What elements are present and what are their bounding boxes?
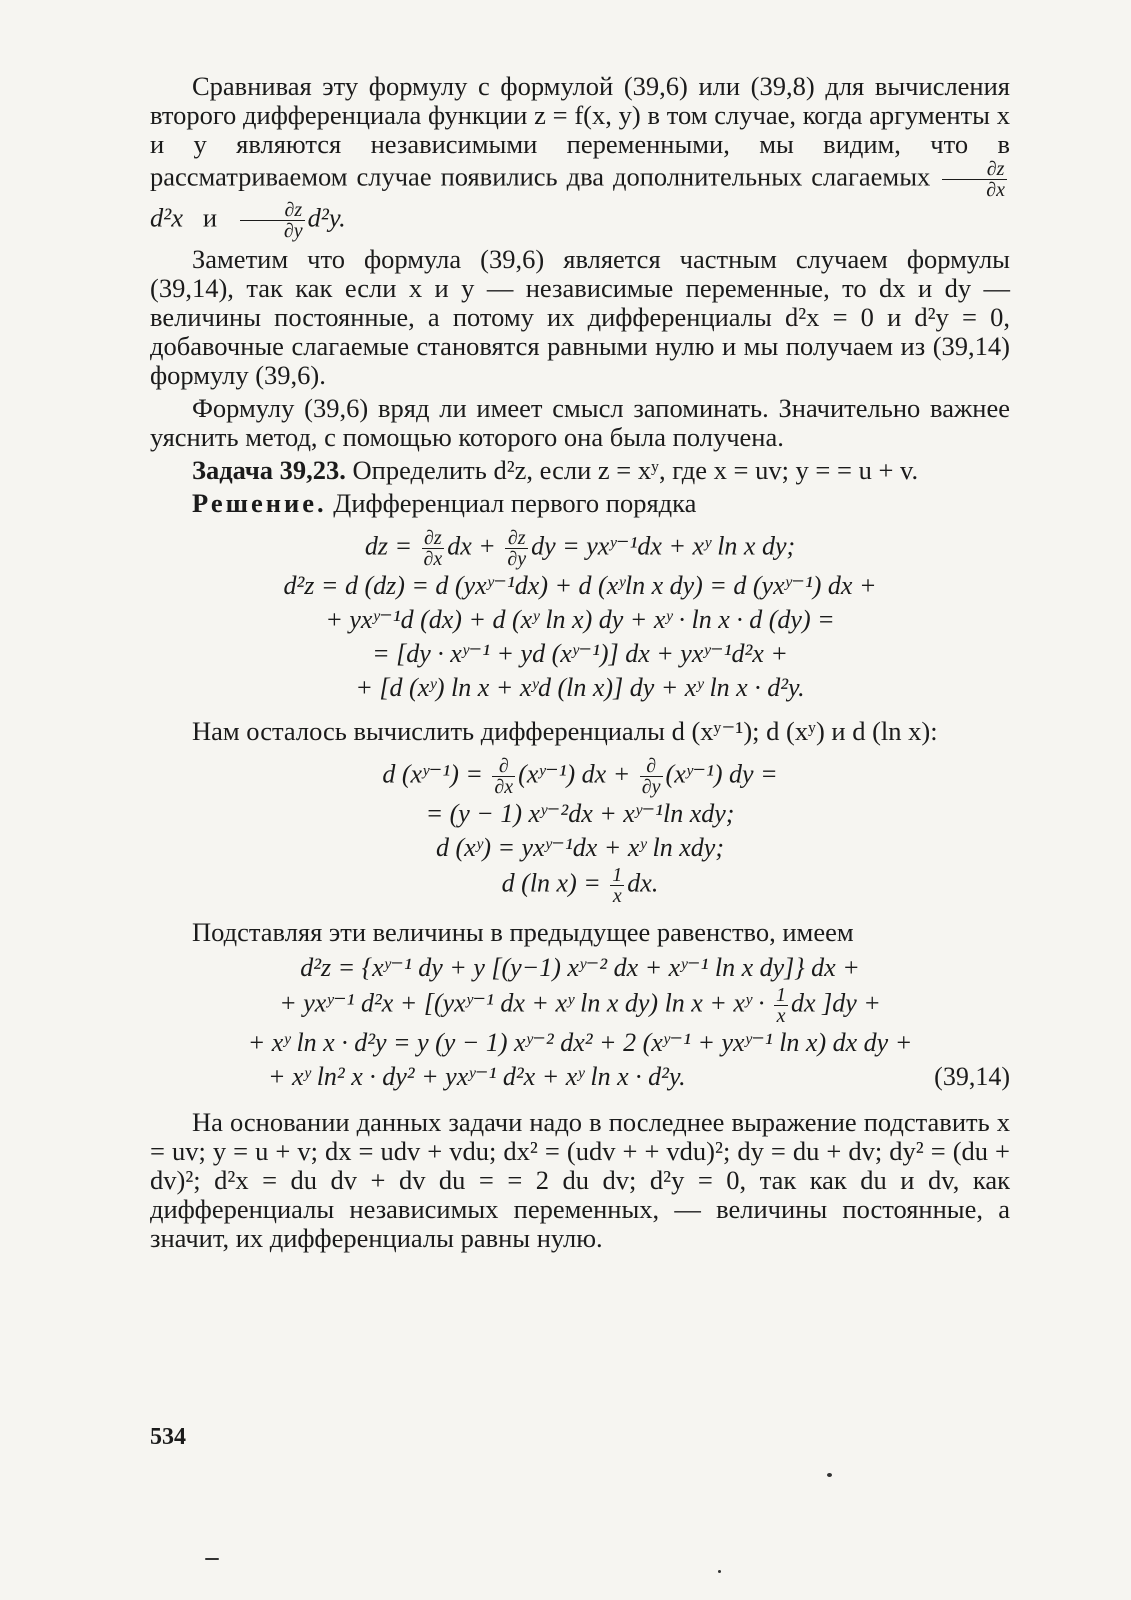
equation-d2z-line-1: d²z = d (dz) = d (yxʸ⁻¹dx) + d (xʸln x dy) = d (yxʸ⁻¹) dx + [283,571,877,600]
equation-final-line-4: + xʸ ln² x · dy² + yxʸ⁻¹ d²x + xʸ ln x · d²y. (39,14) [150,1060,1010,1094]
task-statement [150,456,1010,485]
fraction-dz-dy: $\frac{\partial z}{\partial y}$ [507,527,527,570]
term-d2y: d²y. [307,202,346,233]
fraction-dz-dx: $\frac{\partial z}{\partial x}$ [942,159,1007,200]
paragraph-3: Формулу (39,6) вряд ли имеет смысл запоминать. Значительно важнее уяснить метод, с помощью которого она была получена. [150,393,1010,452]
equation-d2z-line-3: = [dy · xʸ⁻¹ + yd (xʸ⁻¹)] dx + yxʸ⁻¹d²x + [372,639,788,668]
equation-d-xy1-line-2: = (y − 1) xʸ⁻²dx + xʸ⁻¹ln xdy; [425,799,735,828]
equation-d-lnx: d (ln x) = $\frac{1}{x}$ dx. [501,864,659,907]
print-speck [827,1473,832,1477]
print-speck [205,1558,219,1560]
term-d2x: d²x [150,202,183,233]
equation-final-line-3: + xʸ ln x · d²y = y (y − 1) xʸ⁻² dx² + 2 (xʸ⁻¹ + yxʸ⁻¹ ln x) dx dy + [247,1028,913,1057]
equation-d2z-line-2: + yxʸ⁻¹d (dx) + d (xʸ ln x) dy + xʸ · ln x · d (dy) = [325,605,835,634]
fraction-1-x: $\frac{1}{x}$ [776,984,787,1027]
equation-final-line-2: + yxʸ⁻¹ d²x + [(yxʸ⁻¹ dx + xʸ ln x dy) ln x + xʸ · $\frac{1}{x}$ dx ]dy + [279,984,881,1027]
fraction-dz-dy: $\frac{\partial z}{\partial y}$ [240,200,305,241]
solution-intro [150,489,1010,518]
paragraph-1 [150,72,1010,241]
fraction-d-dx: $\frac{\partial}{\partial x}$ [494,755,514,798]
paragraph-5: Подставляя эти величины в предыдущее равенство, имеем [192,917,854,947]
solution-label: Решение. [192,488,327,518]
paragraph-1-text: Сравнивая эту формулу с формулой (39,6) или (39,8) для вычисления второго дифференциала функции z = f(x, y) в том случае, когда аргументы x и y являются независимыми переменными, мы видим, что в рассматриваемом случае появились два дополнительных слагаемых [150,71,1010,192]
page-body [150,72,1010,1257]
fraction-1-x: $\frac{1}{x}$ [612,864,623,907]
equation-block-differentials [150,756,1010,906]
fraction-d-dy: $\frac{\partial}{\partial y}$ [641,755,661,798]
equation-block-final [150,951,1010,1094]
conjunction-and: и [202,202,218,233]
paragraph-6: На основании данных задачи надо в последнее выражение подставить x = uv; y = u + v; dx = udv + vdu; dx² = (udv + + vdu)²; dy = du + dv; dy² = (du + dv)²; d²x = du dv + dv du = = 2 du dv; d²y = 0, так как du и dv, как дифференциалы независимых переменных, — величины постоянные, а значит, их дифференциалы равны нулю. [150,1107,1010,1253]
equation-d-xy: d (xʸ) = yxʸ⁻¹dx + xʸ ln xdy; [436,833,724,862]
equation-number: (39,14) [934,1062,1010,1091]
equation-dz: dz = $\frac{\partial z}{\partial x}$ dx + $\frac{\partial z}{\partial y}$ dy = yxʸ⁻¹dx + xʸ ln x dy; [364,527,796,570]
solution-text: Дифференциал первого порядка [333,488,697,518]
fraction-dz-dx: $\frac{\partial z}{\partial x}$ [423,527,443,570]
task-text: Определить d²z, если z = xʸ, где x = uv; y = = u + v. [352,455,919,485]
paragraph-2: Заметим что формула (39,6) является частным случаем формулы (39,14), так как если x и y — независимые переменные, то dx и dy — величины постоянные, а потому их дифференциалы d²x = 0 и d²y = 0, добавочные слагаемые становятся равными нулю и мы получаем из (39,14) формулу (39,6). [150,244,1010,390]
page-number: 534 [150,1424,186,1450]
task-label: Задача 39,23. [192,455,346,485]
equation-d2z-line-4: + [d (xʸ) ln x + xʸd (ln x)] dy + xʸ ln x · d²y. [355,673,805,702]
equation-block-dz [150,528,1010,705]
equation-final-line-1: d²z = {xʸ⁻¹ dy + y [(y−1) xʸ⁻² dx + xʸ⁻¹ ln x dy]} dx + [300,953,860,982]
print-speck [718,1570,721,1573]
equation-d-xy1-line-1: d (xʸ⁻¹) = $\frac{\partial}{\partial x}$ (xʸ⁻¹) dx + $\frac{\partial}{\partial y}$ (xʸ⁻¹) dy = [382,755,778,798]
paragraph-4: Нам осталось вычислить дифференциалы d (xʸ⁻¹); d (xʸ) и d (ln x): [192,716,938,746]
